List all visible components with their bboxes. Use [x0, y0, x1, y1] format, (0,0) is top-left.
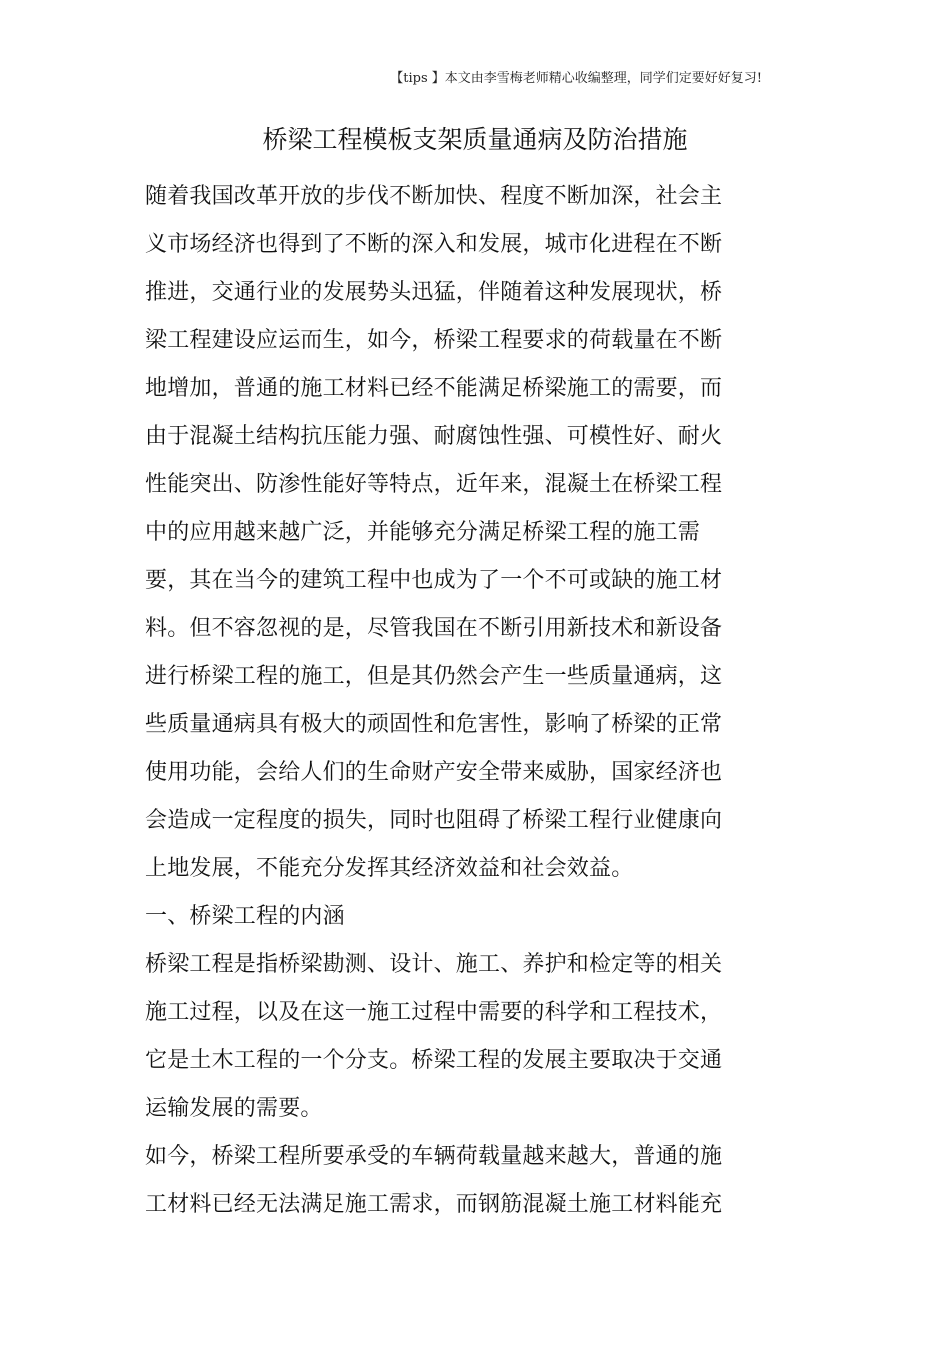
body-line: 桥梁工程是指桥梁勘测、设计、施工、养护和检定等的相关 — [145, 952, 723, 977]
body-line: 运输发展的需要。 — [145, 1096, 323, 1121]
body-line: 工材料已经无法满足施工需求，而钢筋混凝土施工材料能充 — [145, 1192, 723, 1217]
document-body — [145, 173, 722, 1229]
body-line: 义市场经济也得到了不断的深入和发展，城市化进程在不断 — [145, 232, 723, 257]
body-line: 使用功能，会给人们的生命财产安全带来威胁，国家经济也 — [145, 760, 723, 785]
body-line: 推进，交通行业的发展势头迅猛，伴随着这种发展现状，桥 — [145, 280, 723, 305]
body-line: 上地发展，不能充分发挥其经济效益和社会效益。 — [145, 856, 634, 881]
body-line: 施工过程，以及在这一施工过程中需要的科学和工程技术， — [145, 1000, 723, 1025]
body-line: 它是土木工程的一个分支。桥梁工程的发展主要取决于交通 — [145, 1048, 723, 1073]
body-line: 进行桥梁工程的施工，但是其仍然会产生一些质量通病，这 — [145, 664, 723, 689]
body-line: 些质量通病具有极大的顽固性和危害性，影响了桥梁的正常 — [145, 712, 723, 737]
body-line: 地增加，普通的施工材料已经不能满足桥梁施工的需要，而 — [145, 376, 723, 401]
body-line: 随着我国改革开放的步伐不断加快、程度不断加深，社会主 — [145, 184, 723, 209]
section-heading: 一、桥梁工程的内涵 — [145, 904, 345, 929]
header-tips: 【tips 】本文由李雪梅老师精心收编整理，同学们定要好好复习! — [390, 71, 762, 86]
body-line: 要，其在当今的建筑工程中也成为了一个不可或缺的施工材 — [145, 568, 723, 593]
document-title: 桥梁工程模板支架质量通病及防治措施 — [262, 125, 688, 154]
body-line: 性能突出、防渗性能好等特点，近年来，混凝土在桥梁工程 — [145, 472, 723, 497]
body-line: 料。但不容忽视的是，尽管我国在不断引用新技术和新设备 — [145, 616, 723, 641]
body-line: 如今，桥梁工程所要承受的车辆荷载量越来越大，普通的施 — [145, 1144, 723, 1169]
body-line: 会造成一定程度的损失，同时也阻碍了桥梁工程行业健康向 — [145, 808, 723, 833]
body-line: 梁工程建设应运而生，如今，桥梁工程要求的荷载量在不断 — [145, 328, 723, 353]
body-line: 由于混凝土结构抗压能力强、耐腐蚀性强、可模性好、耐火 — [145, 424, 723, 449]
body-line: 中的应用越来越广泛，并能够充分满足桥梁工程的施工需 — [145, 520, 701, 545]
